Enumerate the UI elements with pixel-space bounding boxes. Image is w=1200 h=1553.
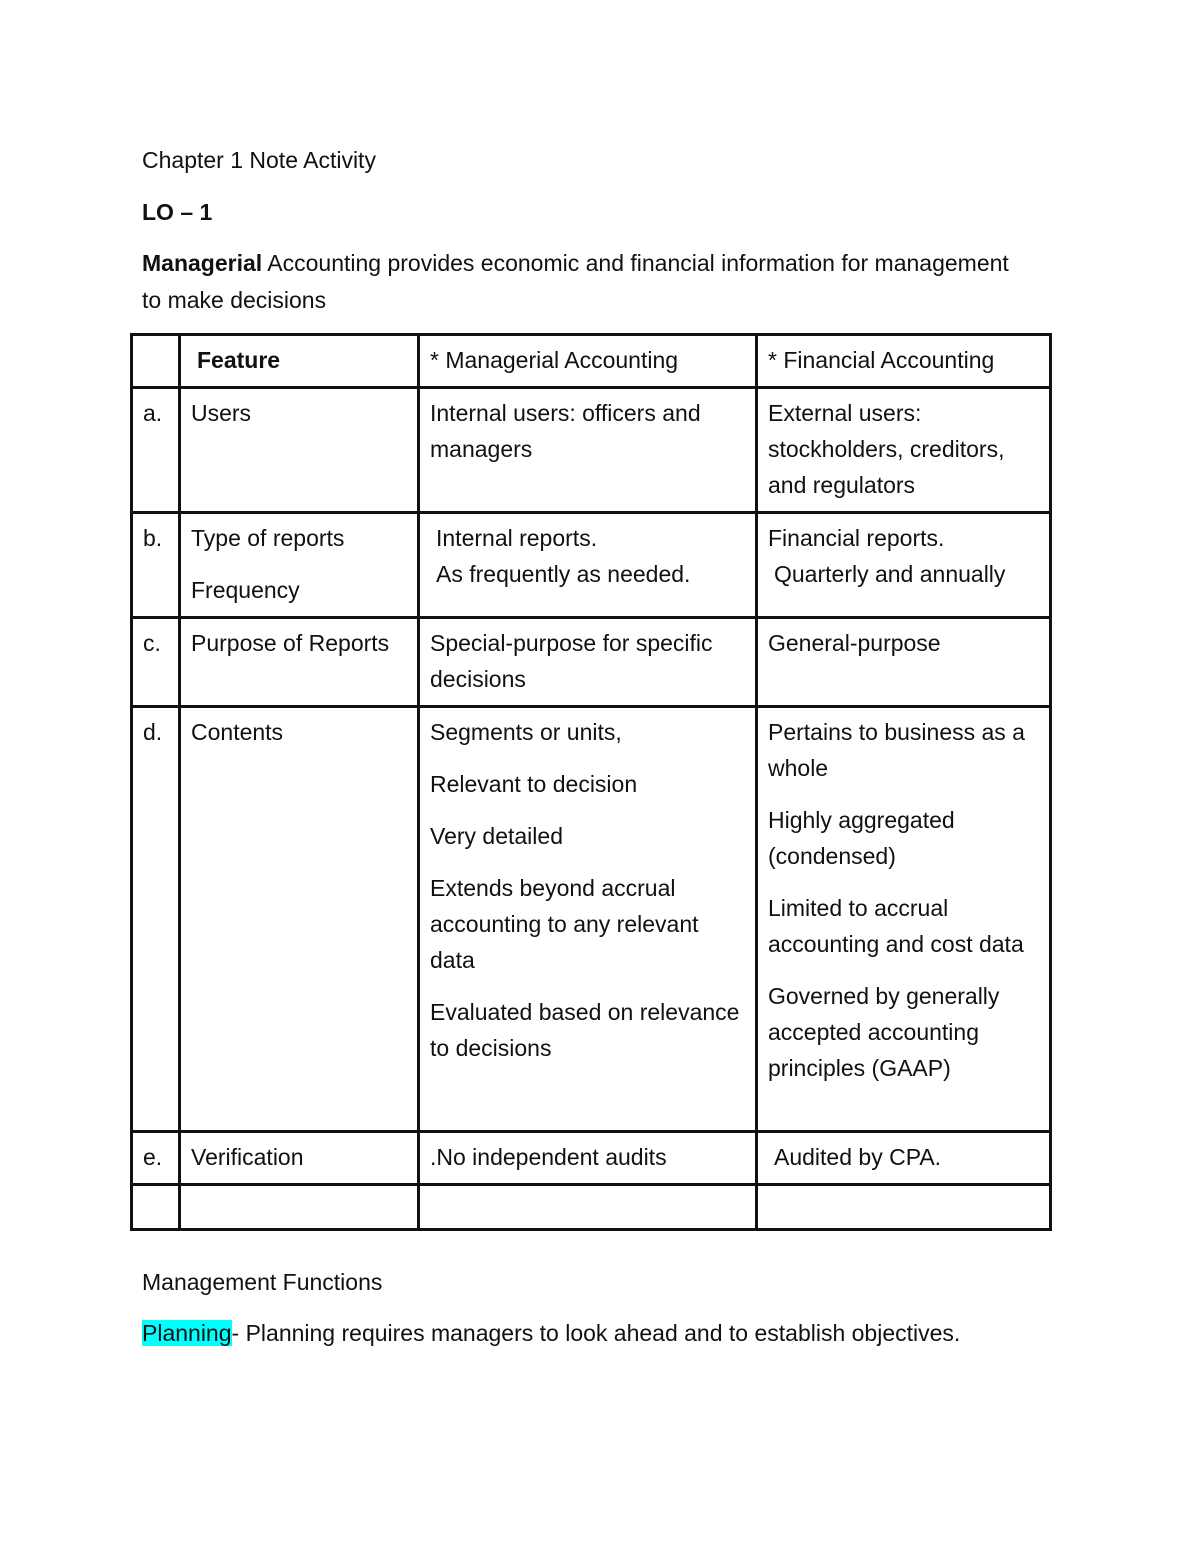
row-letter: d. <box>132 707 180 1132</box>
planning-paragraph <box>142 1315 960 1351</box>
financial-cell: External users: stockholders, creditors, and regulators <box>757 388 1051 513</box>
table-row <box>132 1132 1051 1185</box>
financial-line: Quarterly and annually <box>774 561 1006 587</box>
financial-point: Governed by generally accepted accounting principles (GAAP) <box>768 983 1000 1081</box>
feature-line: Type of reports <box>191 525 345 551</box>
feature-cell: Contents <box>180 707 419 1132</box>
intro-text: Accounting provides economic and financial information for management to make decisions <box>142 250 1009 313</box>
managerial-point: Segments or units, <box>430 719 622 745</box>
row-letter: a. <box>132 388 180 513</box>
intro-bold-term: Managerial <box>142 250 263 276</box>
table-row <box>132 707 1051 1132</box>
managerial-cell <box>419 513 757 618</box>
managerial-point: Extends beyond accrual accounting to any relevant data <box>430 875 699 973</box>
empty-table-row <box>132 1185 1051 1230</box>
managerial-cell: Internal users: officers and managers <box>419 388 757 513</box>
financial-line: Financial reports. <box>768 525 945 551</box>
row-letter: b. <box>132 513 180 618</box>
managerial-point: Evaluated based on relevance to decisions <box>430 999 740 1061</box>
header-letter-cell <box>132 335 180 388</box>
managerial-cell <box>419 707 757 1132</box>
managerial-line: As frequently as needed. <box>436 561 691 587</box>
feature-cell <box>180 513 419 618</box>
financial-point: Highly aggregated (condensed) <box>768 807 955 869</box>
page-title: Chapter 1 Note Activity <box>142 147 376 173</box>
header-financial: * Financial Accounting <box>757 335 1051 388</box>
empty-cell <box>419 1185 757 1230</box>
financial-point: Limited to accrual accounting and cost data <box>768 895 1024 957</box>
table-row <box>132 513 1051 618</box>
feature-cell: Purpose of Reports <box>180 618 419 707</box>
planning-text: - Planning requires managers to look ahead and to establish objectives. <box>231 1320 961 1346</box>
financial-cell <box>757 707 1051 1132</box>
empty-cell <box>757 1185 1051 1230</box>
empty-cell <box>132 1185 180 1230</box>
table-header-row <box>132 335 1051 388</box>
feature-line: Frequency <box>191 577 300 603</box>
row-letter: e. <box>132 1132 180 1185</box>
comparison-table <box>130 333 1052 1231</box>
intro-paragraph <box>142 245 1022 319</box>
financial-point: Pertains to business as a whole <box>768 719 1025 781</box>
header-feature: Feature <box>180 335 419 388</box>
managerial-line: Internal reports. <box>436 525 598 551</box>
managerial-point: Very detailed <box>430 823 563 849</box>
learning-objective: LO – 1 <box>142 199 213 225</box>
managerial-point: Relevant to decision <box>430 771 638 797</box>
empty-cell <box>180 1185 419 1230</box>
header-managerial: * Managerial Accounting <box>419 335 757 388</box>
managerial-cell: .No independent audits <box>419 1132 757 1185</box>
managerial-cell: Special-purpose for specific decisions <box>419 618 757 707</box>
feature-cell: Verification <box>180 1132 419 1185</box>
financial-cell: General-purpose <box>757 618 1051 707</box>
highlighted-term: Planning <box>142 1320 232 1346</box>
section-heading: Management Functions <box>142 1269 383 1295</box>
table-row <box>132 618 1051 707</box>
table-row <box>132 388 1051 513</box>
row-letter: c. <box>132 618 180 707</box>
financial-cell <box>757 1132 1051 1185</box>
feature-cell: Users <box>180 388 419 513</box>
financial-text: Audited by CPA. <box>774 1144 942 1170</box>
financial-cell <box>757 513 1051 618</box>
